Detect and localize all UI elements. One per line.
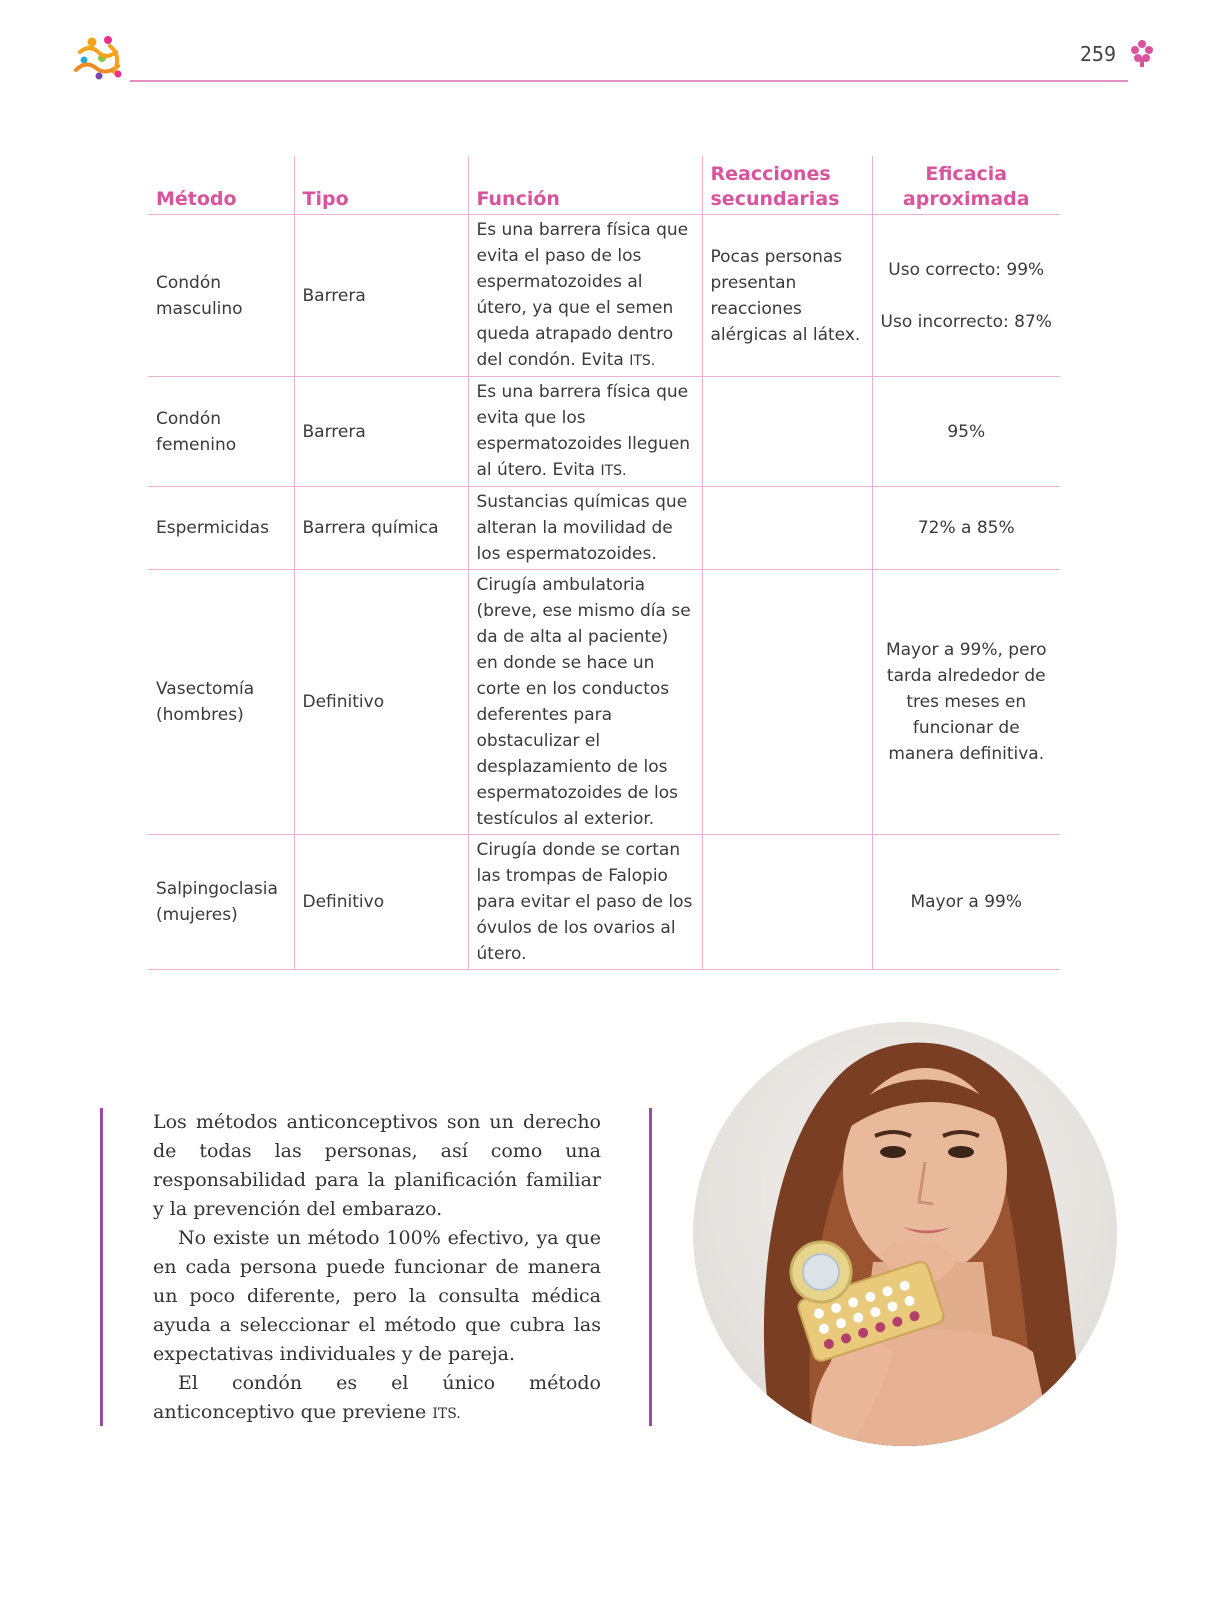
header-method: Método <box>148 156 294 215</box>
paragraph-rights: Los métodos anticonceptivos son un derecho de todas las personas, así como una responsabilidad para la planificación familiar y la prevención del embarazo. <box>153 1111 601 1220</box>
paragraph-condom <box>103 1369 649 1429</box>
table-row <box>148 377 1060 487</box>
cell-efficacy: 72% a 85% <box>872 487 1060 570</box>
condom-text: El condón es el único método anticonceptivo que previene <box>153 1372 601 1423</box>
cell-reactions <box>702 570 872 835</box>
cell-type: Definitivo <box>294 570 468 835</box>
cell-function <box>468 377 702 487</box>
cell-type: Barrera <box>294 377 468 487</box>
woman-with-contraceptives-photo <box>693 1022 1117 1446</box>
cell-type: Barrera química <box>294 487 468 570</box>
its-abbreviation: ITS. <box>600 463 627 479</box>
table-header-row <box>148 156 1060 215</box>
cell-efficacy: Mayor a 99% <box>872 835 1060 970</box>
header-rule <box>130 80 1128 82</box>
cell-function: Cirugía ambulatoria (breve, ese mismo día se da de alta al paciente) en donde se hace un corte en los conductos deferentes para obstaculizar el desplazamiento de los espermatozoides de los testículos al exterior. <box>468 570 702 835</box>
cell-type: Definitivo <box>294 835 468 970</box>
cell-method: Espermicidas <box>148 487 294 570</box>
contraceptive-methods-table <box>148 156 1060 970</box>
cell-function <box>468 215 702 377</box>
paragraph-no-method-100: No existe un método 100% efectivo, ya que en cada persona puede funcionar de manera un poco diferente, pero la consulta médica ayuda a seleccionar el método que cubra las expectativas individuales y de pareja. <box>153 1227 601 1365</box>
header-function: Función <box>468 156 702 215</box>
table-row <box>148 215 1060 377</box>
table-row <box>148 835 1060 970</box>
cell-function: Cirugía donde se cortan las trompas de Falopio para evitar el paso de los óvulos de los ovarios al útero. <box>468 835 702 970</box>
cell-type: Barrera <box>294 215 468 377</box>
cell-reactions <box>702 377 872 487</box>
cell-efficacy: 95% <box>872 377 1060 487</box>
header-efficacy: Eficacia aproximada <box>872 156 1060 215</box>
its-abbreviation: ITS. <box>629 353 656 369</box>
info-text-box <box>100 1108 652 1426</box>
series-logo-icon <box>70 30 130 90</box>
cell-function: Sustancias químicas que alteran la movilidad de los espermatozoides. <box>468 487 702 570</box>
table-row <box>148 570 1060 835</box>
cell-method: Condón masculino <box>148 215 294 377</box>
header-type: Tipo <box>294 156 468 215</box>
cell-reactions: Pocas personas presentan reacciones alérgicas al látex. <box>702 215 872 377</box>
its-abbreviation: ITS. <box>432 1406 461 1422</box>
efficacy-correct-use: Uso correcto: 99% <box>888 259 1045 280</box>
header-reactions: Reacciones secundarias <box>702 156 872 215</box>
efficacy-incorrect-use: Uso incorrecto: 87% <box>880 311 1052 332</box>
page-number: 259 <box>1079 42 1116 66</box>
cell-efficacy: Mayor a 99%, pero tarda alrededor de tres meses en funcionar de manera definitiva. <box>872 570 1060 835</box>
cell-reactions <box>702 835 872 970</box>
corner-flower-icon <box>1128 38 1156 68</box>
function-text: Es una barrera física que evita que los espermatozoides lleguen al útero. Evita <box>476 382 691 480</box>
cell-reactions <box>702 487 872 570</box>
function-text: Es una barrera física que evita el paso de los espermatozoides al útero, ya que el semen queda atrapado dentro del condón. Evita <box>476 220 689 370</box>
cell-method: Condón femenino <box>148 377 294 487</box>
table-row <box>148 487 1060 570</box>
cell-efficacy <box>872 215 1060 377</box>
cell-method: Salpingoclasia (mujeres) <box>148 835 294 970</box>
cell-method: Vasectomía (hombres) <box>148 570 294 835</box>
